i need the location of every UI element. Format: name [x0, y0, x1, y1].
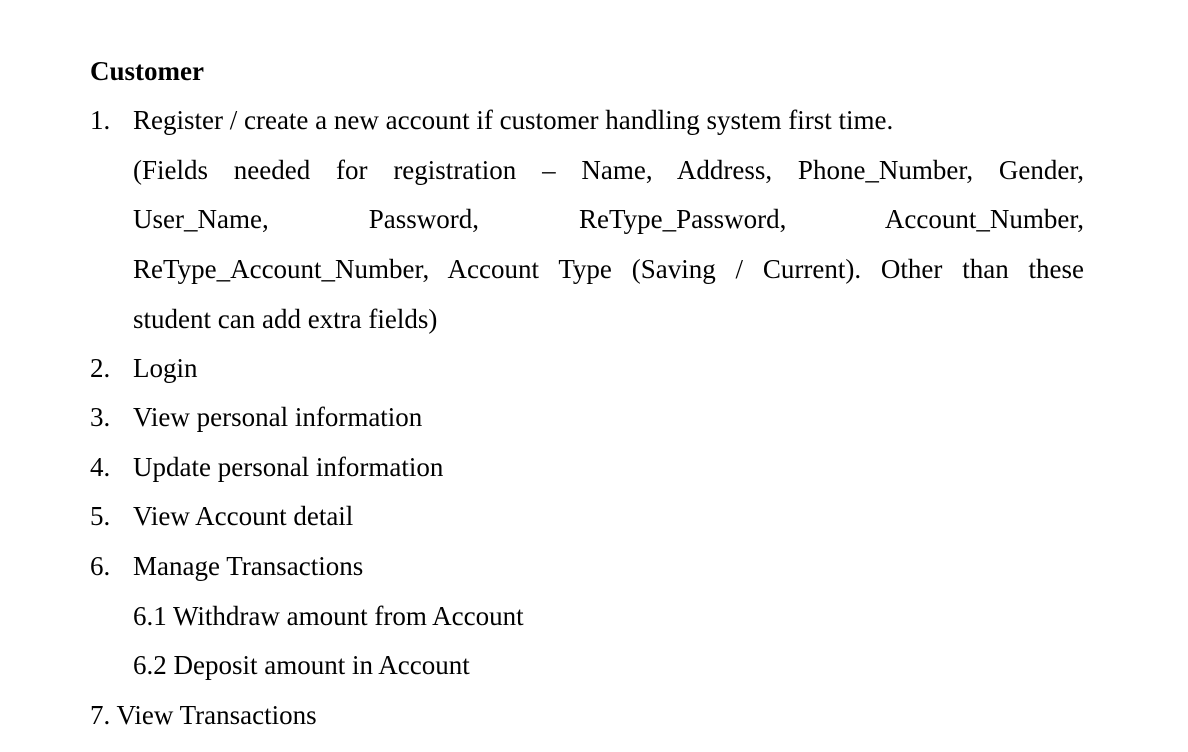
list-item-number: 5. [90, 501, 111, 531]
list-item-text: View Transactions [116, 700, 317, 730]
list-item-number: 6. [90, 551, 111, 581]
list-item-text: Login [133, 353, 198, 383]
list-item [90, 699, 317, 731]
list-item-text: Register / create a new account if customer handling system first time. [133, 105, 894, 135]
section-heading: Customer [90, 56, 204, 86]
list-item-number: 7. [90, 700, 111, 730]
sub-list-item: 6.2 Deposit amount in Account [133, 650, 470, 680]
list-item-number: 3. [90, 402, 111, 432]
sub-list-item: 6.1 Withdraw amount from Account [133, 601, 524, 631]
list-item-text: View Account detail [133, 501, 354, 531]
list-item-number: 2. [90, 353, 111, 383]
registration-fields-line: ReType_Account_Number, Account Type (Saving / Current). Other than these [133, 254, 1084, 284]
registration-fields-line: (Fields needed for registration – Name, Address, Phone_Number, Gender, [133, 155, 1084, 185]
registration-fields-line: User_Name, Password, ReType_Password, Account_Number, [133, 204, 1084, 234]
list-item-text: Manage Transactions [133, 551, 364, 581]
list-item-number: 1. [90, 105, 111, 135]
list-item-text: Update personal information [133, 452, 444, 482]
registration-fields-line: student can add extra fields) [133, 304, 438, 334]
list-item-text: View personal information [133, 402, 423, 432]
list-item-number: 4. [90, 452, 111, 482]
